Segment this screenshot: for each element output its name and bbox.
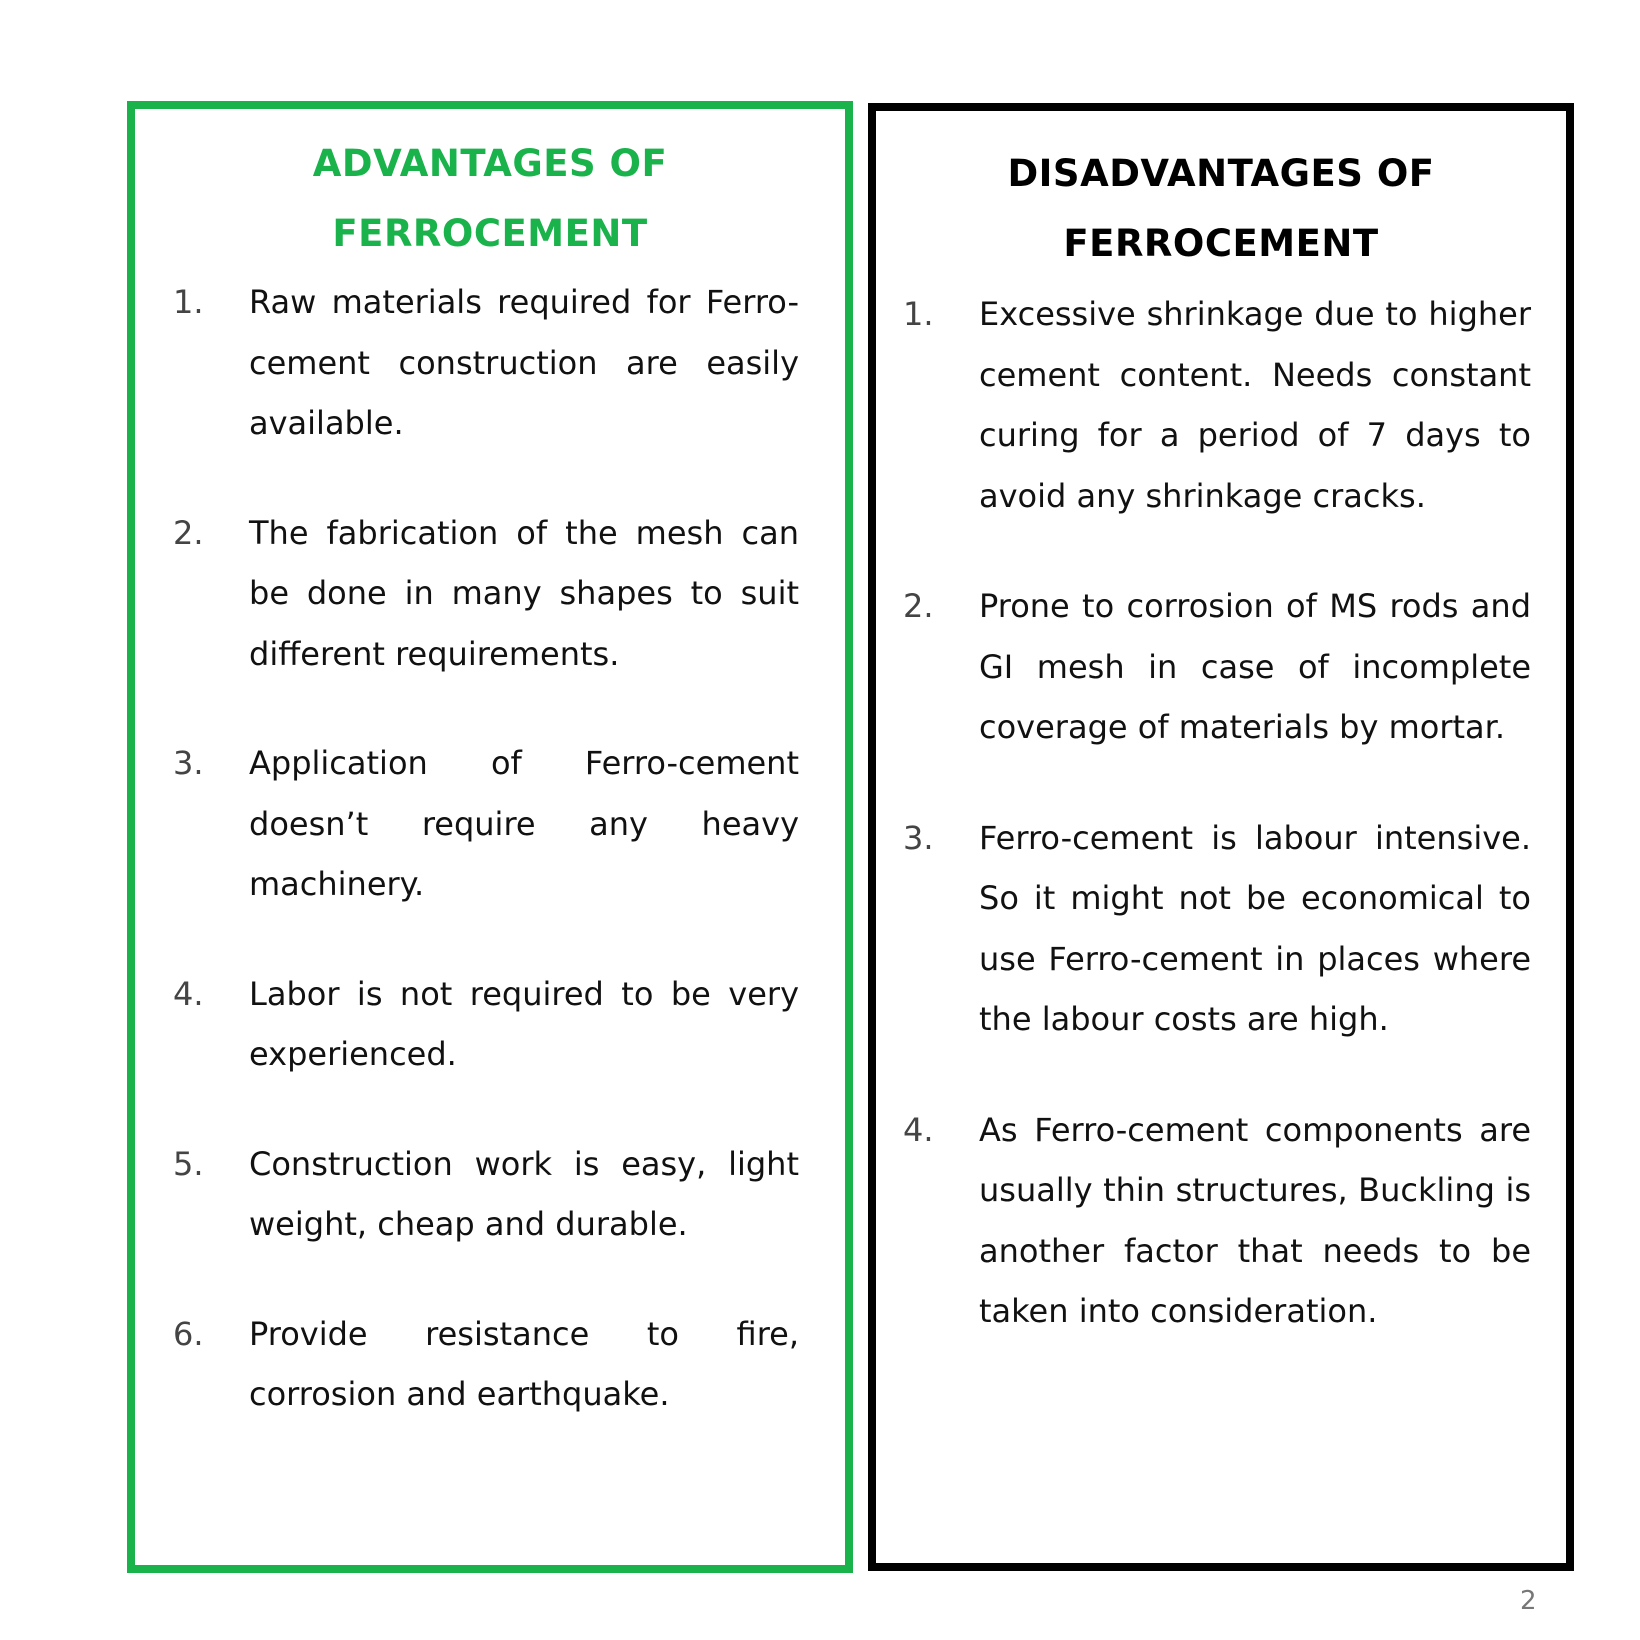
advantage-item	[173, 733, 799, 915]
disadvantage-item-text: Ferro-cement is labour intensive. So it might not be economical to use Ferro-cement in places where the labour costs are high.	[979, 818, 1531, 1038]
advantage-item-number: 3.	[173, 744, 204, 782]
advantages-title-line2: FERROCEMENT	[332, 212, 648, 255]
advantage-item	[173, 503, 799, 685]
advantage-item-text: Provide resistance to fire, corrosion and earthquake.	[249, 1314, 799, 1413]
disadvantages-title-line2: FERROCEMENT	[1063, 222, 1379, 265]
disadvantages-list	[903, 284, 1531, 1392]
disadvantage-item	[903, 284, 1531, 526]
advantage-item	[173, 272, 799, 454]
disadvantage-item-number: 4.	[903, 1110, 934, 1149]
advantage-item-text: The fabrication of the mesh can be done in many shapes to suit different requirements.	[249, 513, 799, 673]
disadvantages-title-line1: DISADVANTAGES OF	[1007, 152, 1435, 195]
advantage-item-text: Application of Ferro-cement doesn’t require any heavy machinery.	[249, 744, 799, 903]
advantages-title-line1: ADVANTAGES OF	[312, 142, 668, 185]
advantage-item-number: 5.	[173, 1144, 204, 1183]
advantage-item-number: 1.	[173, 283, 204, 321]
disadvantage-item-number: 1.	[903, 295, 934, 333]
advantage-item-text: Construction work is easy, light weight, cheap and durable.	[249, 1144, 799, 1243]
advantage-item	[173, 964, 799, 1085]
advantages-list	[173, 272, 799, 1474]
advantages-title	[135, 129, 845, 269]
advantage-item-number: 2.	[173, 513, 204, 552]
advantage-item-number: 4.	[173, 974, 204, 1013]
disadvantage-item	[903, 576, 1531, 758]
advantage-item	[173, 1304, 799, 1425]
disadvantage-item-text: Excessive shrinkage due to higher cement content. Needs constant curing for a period of 7 days to avoid any shrinkage cracks.	[979, 295, 1531, 515]
advantage-item-number: 6.	[173, 1314, 204, 1353]
disadvantage-item	[903, 1100, 1531, 1342]
disadvantages-title	[876, 139, 1566, 279]
disadvantage-item-text: As Ferro-cement components are usually thin structures, Buckling is another factor that needs to be taken into consideration.	[979, 1110, 1531, 1330]
advantage-item-text: Raw materials required for Ferro-cement construction are easily available.	[249, 283, 799, 442]
advantage-item	[173, 1134, 799, 1255]
advantages-panel	[127, 101, 853, 1573]
disadvantage-item	[903, 808, 1531, 1050]
disadvantage-item-number: 2.	[903, 587, 934, 625]
disadvantage-item-text: Prone to corrosion of MS rods and GI mesh in case of incomplete coverage of materials by mortar.	[979, 587, 1531, 746]
disadvantages-panel	[868, 103, 1574, 1571]
page-number: 2	[1520, 1586, 1537, 1616]
disadvantage-item-number: 3.	[903, 818, 934, 857]
advantage-item-text: Labor is not required to be very experienced.	[249, 974, 799, 1073]
